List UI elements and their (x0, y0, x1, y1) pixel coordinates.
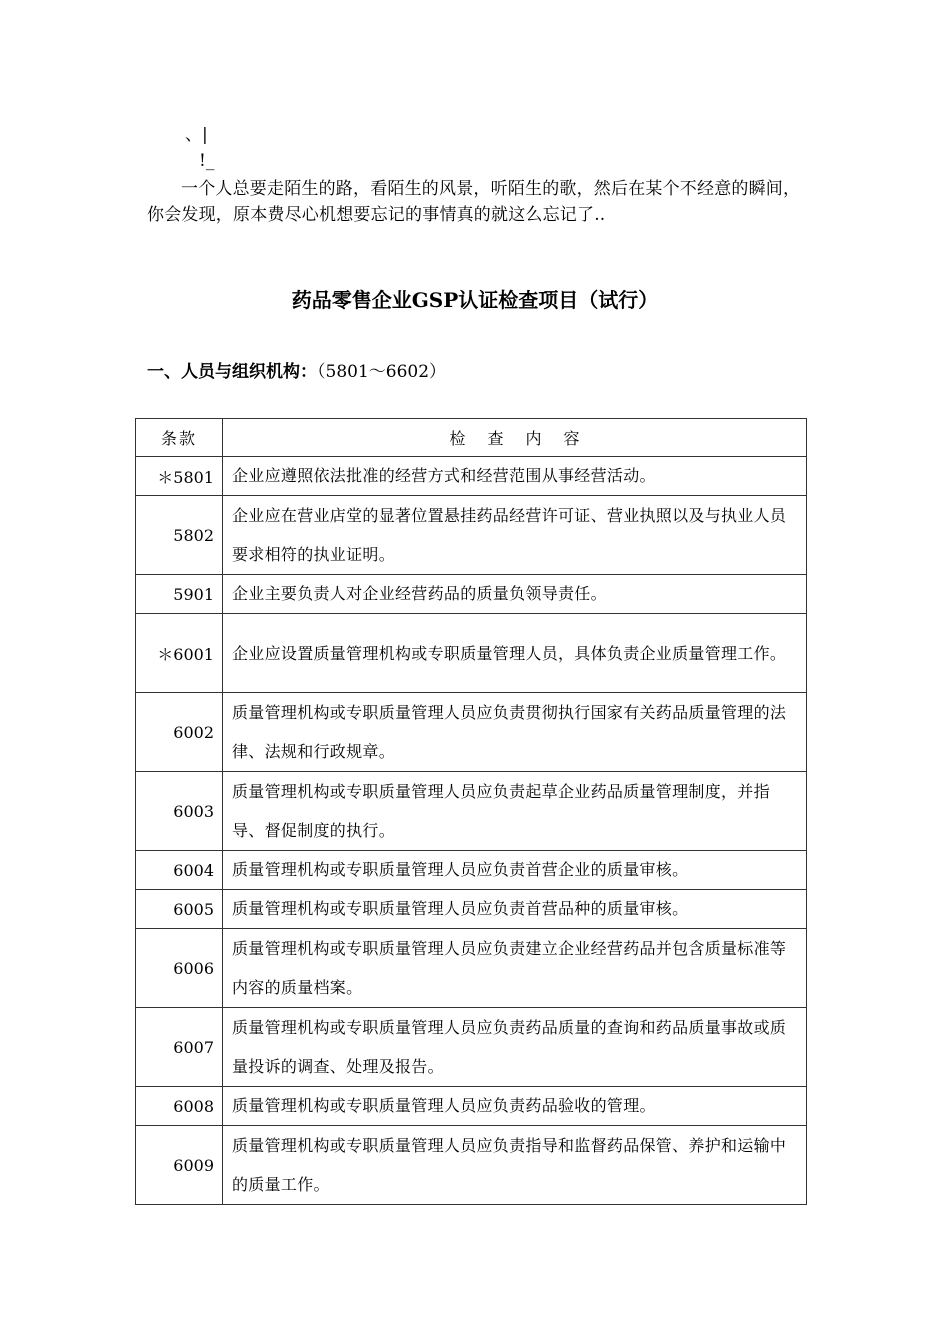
row-code: 6004 (136, 851, 223, 890)
row-code: 6002 (136, 693, 223, 772)
table-row (136, 496, 807, 575)
row-code: 6003 (136, 772, 223, 851)
row-code: ＊5801 (136, 457, 223, 496)
row-content: 企业应在营业店堂的显著位置悬挂药品经营许可证、营业执照以及与执业人员要求相符的执业证明。 (223, 496, 807, 575)
row-code: 6005 (136, 890, 223, 929)
row-content: 质量管理机构或专职质量管理人员应负责药品验收的管理。 (223, 1087, 807, 1126)
row-content: 质量管理机构或专职质量管理人员应负责建立企业经营药品并包含质量标准等内容的质量档案。 (223, 929, 807, 1008)
stray-mark-top: 、| (185, 125, 208, 145)
intro-paragraph: 一个人总要走陌生的路，看陌生的风景，听陌生的歌，然后在某个不经意的瞬间，你会发现，原本费尽心机想要忘记的事情真的就这么忘记了.. (147, 179, 801, 225)
stray-mark-bottom: !_ (199, 151, 215, 171)
row-code: ＊6001 (136, 614, 223, 693)
row-content: 质量管理机构或专职质量管理人员应负责起草企业药品质量管理制度，并指导、督促制度的执行。 (223, 772, 807, 851)
table-row (136, 929, 807, 1008)
row-code: 5802 (136, 496, 223, 575)
row-content: 质量管理机构或专职质量管理人员应负责贯彻执行国家有关药品质量管理的法律、法规和行政规章。 (223, 693, 807, 772)
table-row (136, 1087, 807, 1126)
row-code: 6006 (136, 929, 223, 1008)
table-row (136, 693, 807, 772)
table-row (136, 614, 807, 693)
row-code: 6007 (136, 1008, 223, 1087)
document-title: 药品零售企业GSP认证检查项目（试行） (291, 288, 659, 312)
row-code: 6009 (136, 1126, 223, 1205)
row-content: 质量管理机构或专职质量管理人员应负责指导和监督药品保管、养护和运输中的质量工作。 (223, 1126, 807, 1205)
row-content: 企业应遵照依法批准的经营方式和经营范围从事经营活动。 (223, 457, 807, 496)
row-content: 企业应设置质量管理机构或专职质量管理人员，具体负责企业质量管理工作。 (223, 614, 807, 693)
table-row (136, 1008, 807, 1087)
table-row (136, 772, 807, 851)
table-row (136, 1126, 807, 1205)
table-row (136, 457, 807, 496)
table-row (136, 575, 807, 614)
header-content: 检查内容 (223, 419, 807, 457)
header-code: 条款 (136, 419, 223, 457)
row-content: 质量管理机构或专职质量管理人员应负责首营品种的质量审核。 (223, 890, 807, 929)
inspection-table (135, 418, 807, 1205)
table-row (136, 890, 807, 929)
section-heading (147, 360, 446, 384)
row-content: 质量管理机构或专职质量管理人员应负责首营企业的质量审核。 (223, 851, 807, 890)
table-row (136, 851, 807, 890)
table-header-row (136, 419, 807, 457)
row-content: 质量管理机构或专职质量管理人员应负责药品质量的查询和药品质量事故或质量投诉的调查、处理及报告。 (223, 1008, 807, 1087)
section-heading-text: 一、人员与组织机构： (147, 362, 317, 382)
row-content: 企业主要负责人对企业经营药品的质量负领导责任。 (223, 575, 807, 614)
row-code: 6008 (136, 1087, 223, 1126)
section-heading-range: （5801～6602） (317, 362, 447, 382)
row-code: 5901 (136, 575, 223, 614)
